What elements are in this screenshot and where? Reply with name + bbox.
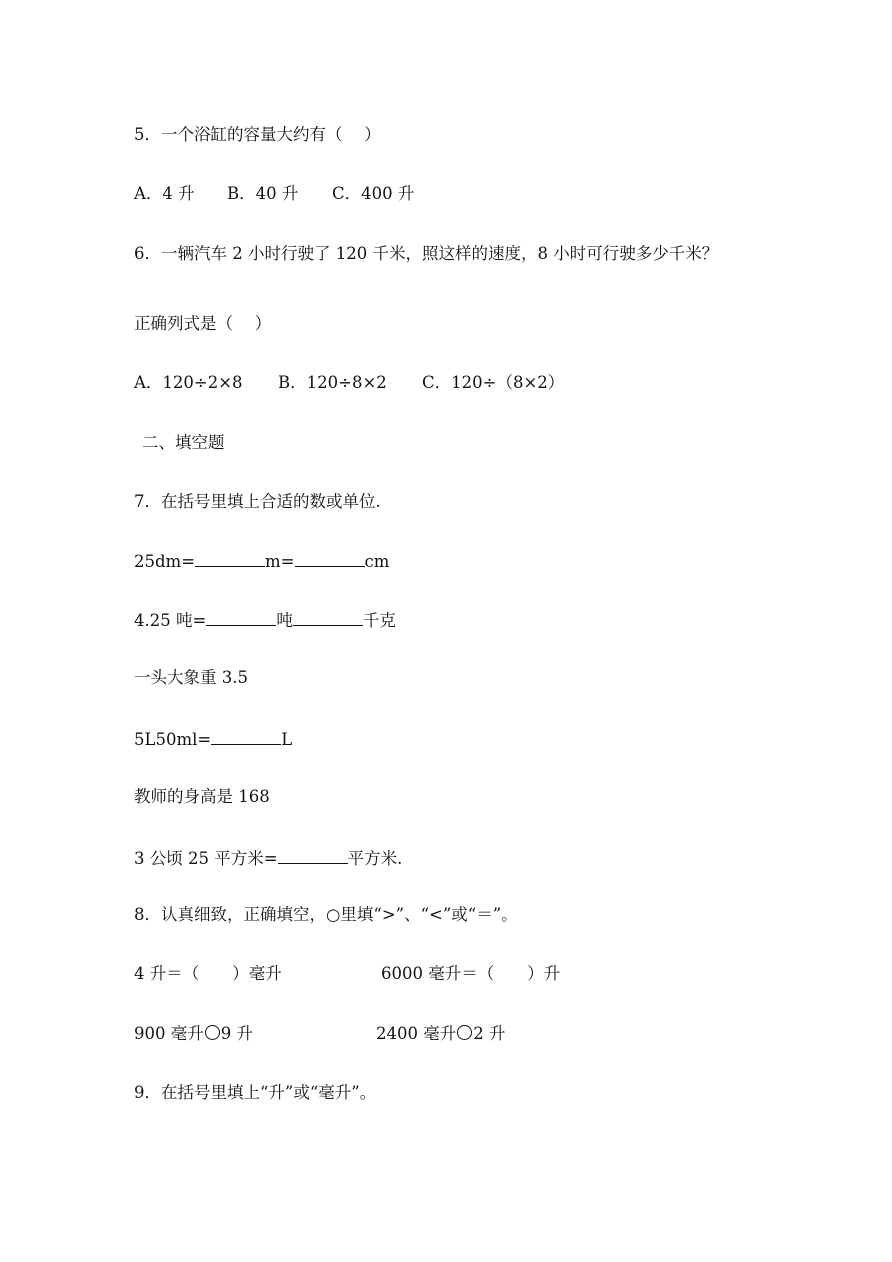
q5-stem: 5．一个浴缸的容量大约有（ ） bbox=[134, 125, 381, 144]
q7-line-length bbox=[134, 548, 389, 573]
q6-option-b: B．120÷8×2 bbox=[278, 373, 387, 392]
q7-line-area bbox=[134, 845, 402, 870]
q6-option-a: A．120÷2×8 bbox=[134, 373, 243, 392]
q7-line-height: 教师的身高是 168 bbox=[134, 787, 270, 806]
answer-blank[interactable] bbox=[278, 845, 348, 864]
q7-line-volume bbox=[134, 726, 292, 751]
q6-stem: 6．一辆汽车 2 小时行驶了 120 千米，照这样的速度，8 小时可行驶多少千米？ bbox=[134, 244, 719, 263]
q7-l2-b: 吨 bbox=[276, 611, 293, 630]
answer-blank[interactable] bbox=[293, 607, 363, 626]
q7-l4-a: 5L50ml= bbox=[134, 730, 212, 749]
q9-stem: 9．在括号里填上“升”或“毫升”。 bbox=[134, 1083, 377, 1102]
q5-option-b: B．40 升 bbox=[227, 184, 299, 203]
q7-l1-a: 25dm= bbox=[134, 552, 196, 571]
q7-l6-a: 3 公顷 25 平方米= bbox=[134, 849, 278, 868]
q8-stem: 8．认真细致，正确填空，○里填“>”、“<”或“＝”。 bbox=[134, 905, 518, 924]
answer-blank[interactable] bbox=[211, 726, 281, 745]
q8-row-1 bbox=[134, 963, 654, 985]
q8-left-2-a: 900 毫升 bbox=[134, 1024, 204, 1043]
q8-right-2 bbox=[376, 1023, 506, 1045]
q8-right-2-b: 2 升 bbox=[473, 1024, 506, 1043]
q7-line-weight bbox=[134, 607, 396, 632]
q7-l6-b: 平方米. bbox=[347, 849, 403, 868]
q7-line-elephant: 一头大象重 3.5 bbox=[134, 668, 248, 687]
q6-sub: 正确列式是（ ） bbox=[134, 314, 272, 333]
q7-l4-b: L bbox=[281, 730, 293, 749]
answer-blank[interactable] bbox=[195, 548, 265, 567]
q7-stem: 7．在括号里填上合适的数或单位. bbox=[134, 492, 381, 511]
section-title-fill-in: 二、填空题 bbox=[142, 433, 225, 452]
q5-option-c: C．400 升 bbox=[332, 184, 415, 203]
q8-right-2-a: 2400 毫升 bbox=[376, 1024, 457, 1043]
q8-left-2 bbox=[134, 1023, 253, 1045]
q8-left-2-b: 9 升 bbox=[220, 1024, 253, 1043]
q7-l1-c: cm bbox=[364, 552, 390, 571]
answer-blank[interactable] bbox=[295, 548, 365, 567]
q6-options bbox=[134, 372, 634, 394]
compare-circle-icon[interactable] bbox=[205, 1025, 220, 1040]
answer-blank[interactable] bbox=[206, 607, 276, 626]
compare-circle-icon[interactable] bbox=[457, 1025, 472, 1040]
q7-l2-a: 4.25 吨= bbox=[134, 611, 207, 630]
q6-option-c: C．120÷（8×2） bbox=[422, 373, 565, 392]
q8-left-1: 4 升＝（ ）毫升 bbox=[134, 964, 282, 983]
q8-right-1: 6000 毫升＝（ ）升 bbox=[381, 964, 561, 983]
q7-l2-c: 千克 bbox=[362, 611, 396, 630]
q5-options bbox=[134, 183, 534, 205]
q8-row-2 bbox=[134, 1023, 654, 1045]
q7-l1-b: m= bbox=[265, 552, 295, 571]
q5-option-a: A．4 升 bbox=[134, 184, 195, 203]
